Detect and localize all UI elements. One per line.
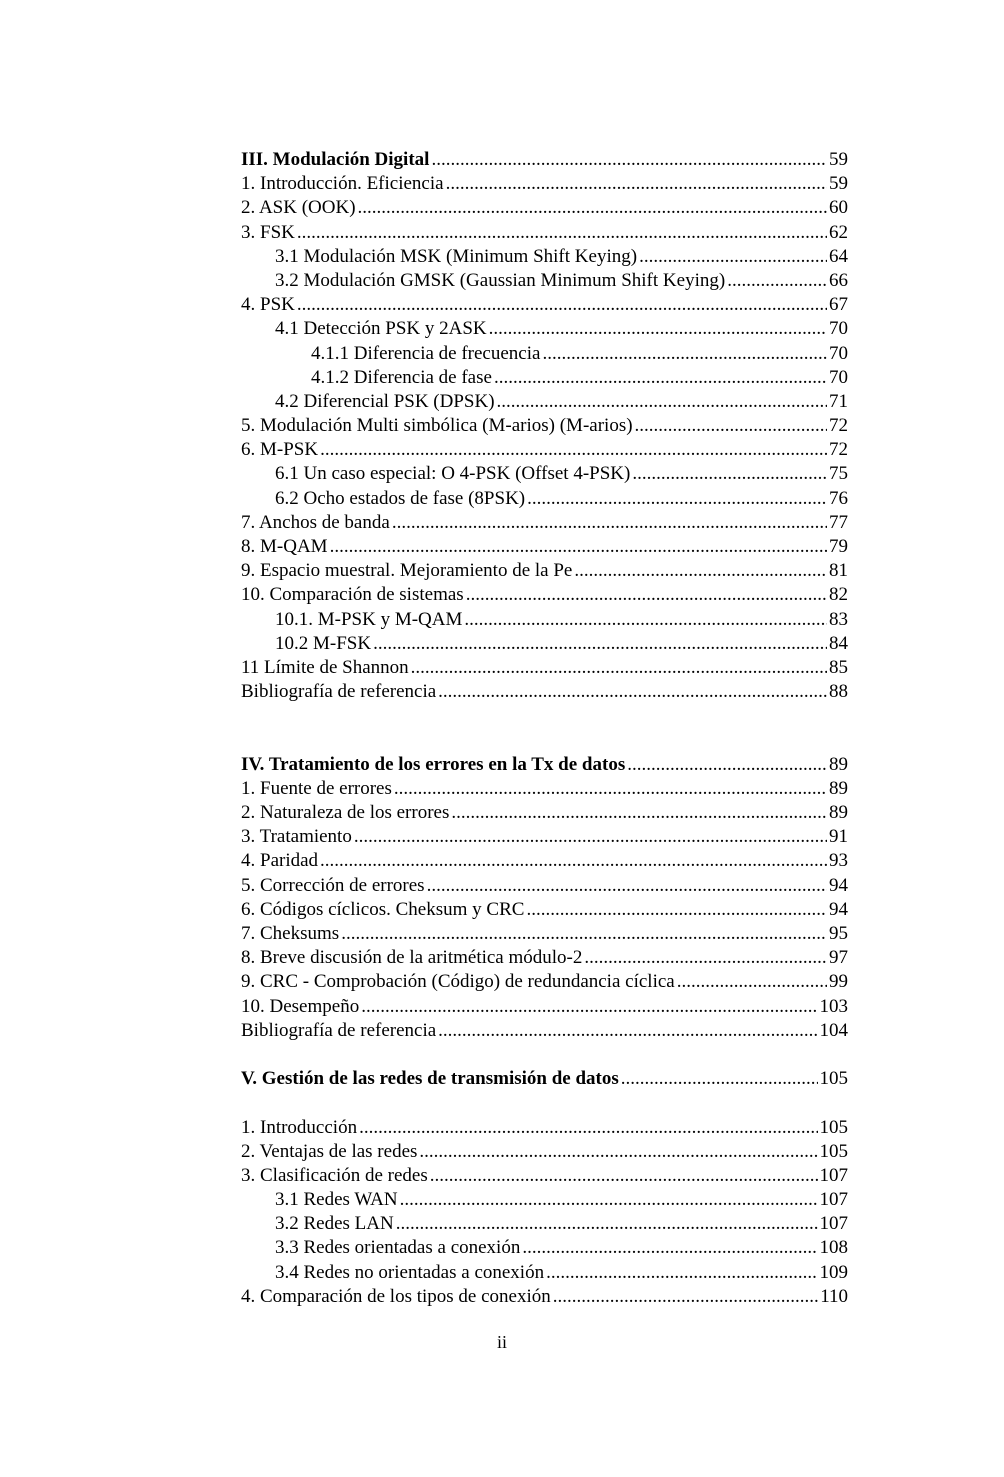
toc-entry-page: 72 [829,415,848,437]
toc-dot-leader [497,390,827,414]
toc-entry [241,172,848,196]
toc-entry-title: 4. Paridad [241,850,319,872]
toc-entry-title: 10. Comparación de sistemas [241,584,464,606]
toc-entry-title: 1. Fuente de errores [241,777,392,799]
toc-dot-leader [427,874,827,898]
toc-entry-page: 60 [829,197,848,219]
toc-dot-leader [373,632,827,656]
toc-entry-title: 3.3 Redes orientadas a conexión [275,1237,521,1259]
toc-entry-title: 3. Tratamiento [241,826,352,848]
toc-entry-title: 4. Comparación de los tipos de conexión [241,1285,551,1307]
toc-dot-leader [546,1261,817,1285]
toc-entry-page: 110 [820,1285,848,1307]
toc-entry [241,196,848,220]
toc-entry [241,221,848,245]
toc-dot-leader [526,898,827,922]
toc-entry-page: 89 [829,802,848,824]
section-spacer [241,704,848,752]
toc-entry [241,559,848,583]
toc-entry-page: 83 [829,608,848,630]
toc-dot-leader [574,559,827,583]
toc-entry [241,995,848,1019]
toc-entry [241,608,848,632]
toc-entry-page: 94 [829,898,848,920]
toc-entry-page: 71 [829,390,848,412]
toc-entry-page: 89 [829,753,848,775]
toc-entry [241,1212,848,1236]
toc-dot-leader [341,922,827,946]
toc-entry [241,1164,848,1188]
toc-entry [241,511,848,535]
toc-entry-title: 2. Ventajas de las redes [241,1140,418,1162]
toc-entry [241,1188,848,1212]
toc-entry-page: 88 [829,681,848,703]
toc-entry-title: 2. Naturaleza de los errores [241,802,450,824]
toc-entry-page: 89 [829,777,848,799]
toc-dot-leader [297,221,827,245]
toc-entry-title: 3.1 Modulación MSK (Minimum Shift Keying) [275,245,638,267]
toc-dot-leader [677,970,827,994]
toc-entry-title: IV. Tratamiento de los errores en la Tx de datos [241,753,626,775]
toc-entry-title: 3.4 Redes no orientadas a conexión [275,1261,545,1283]
toc-entry [241,632,848,656]
toc-entry-page: 85 [829,656,848,678]
toc-dot-leader [451,801,827,825]
toc-entry [241,825,848,849]
toc-dot-leader [522,1236,817,1260]
toc-entry-title: 4.1.1 Diferencia de frecuencia [311,342,541,364]
toc-entry-page: 59 [829,149,848,170]
toc-entry-page: 103 [819,995,848,1017]
toc-entry-page: 64 [829,245,848,267]
toc-entry [241,293,848,317]
toc-dot-leader [553,1285,818,1309]
toc-entry-title: Bibliografía de referencia [241,1019,437,1041]
toc-dot-leader [635,414,827,438]
toc-dot-leader [320,438,827,462]
toc-entry-title: 3.2 Modulación GMSK (Gaussian Minimum Shift Keying) [275,269,726,291]
toc-entry-page: 70 [829,342,848,364]
toc-entry [241,874,848,898]
toc-entry [241,946,848,970]
toc-dot-leader [632,462,827,486]
toc-entry-page: 66 [829,269,848,291]
toc-entry-page: 81 [829,560,848,582]
toc-dot-leader [542,342,827,366]
toc-entry [241,1236,848,1260]
toc-entry-title: 6. M-PSK [241,439,319,461]
toc-entry [241,898,848,922]
toc-entry-page: 72 [829,439,848,461]
toc-entry-page: 95 [829,923,848,945]
toc-dot-leader [431,148,827,172]
toc-entry [241,462,848,486]
toc-entry-page: 105 [819,1140,848,1162]
toc-dot-leader [358,196,827,220]
toc-entry-page: 79 [829,536,848,557]
toc-chapter-heading [241,1067,848,1091]
toc-dot-leader [438,1019,817,1043]
toc-dot-leader [411,656,827,680]
toc-dot-leader [359,1116,817,1140]
toc-dot-leader [464,608,827,632]
toc-entry-page: 108 [819,1237,848,1259]
toc-entry [241,438,848,462]
section-spacer [241,1091,848,1115]
toc-entry-title: 3.2 Redes LAN [275,1213,394,1235]
toc-entry-page: 99 [829,971,848,993]
toc-entry [241,1285,848,1309]
toc-entry-title: 3. Clasificación de redes [241,1164,428,1186]
toc-entry [241,366,848,390]
toc-entry-page: 93 [829,850,848,872]
toc-entry-title: 9. CRC - Comprobación (Código) de redundancia cíclica [241,971,675,993]
toc-entry-title: 4.2 Diferencial PSK (DPSK) [275,390,495,412]
toc-entry-page: 105 [819,1068,848,1090]
toc-entry-title: Bibliografía de referencia [241,681,437,703]
toc-entry [241,1019,848,1043]
toc-entry [241,583,848,607]
toc-entry-title: 5. Corrección de errores [241,874,425,896]
toc-entry-page: 107 [819,1164,848,1186]
toc-dot-leader [354,825,827,849]
toc-dot-leader [639,245,827,269]
toc-entry-page: 77 [829,511,848,533]
toc-entry-title: 1. Introducción. Eficiencia [241,173,444,195]
toc-dot-leader [394,777,827,801]
toc-entry-title: 4.1 Detección PSK y 2ASK [275,318,487,340]
toc-entry-page: 70 [829,366,848,388]
toc-entry [241,656,848,680]
toc-entry [241,269,848,293]
page-number: ii [496,1332,507,1352]
toc-dot-leader [361,995,817,1019]
section-spacer [241,1043,848,1067]
toc-dot-leader [419,1140,817,1164]
toc-entry [241,414,848,438]
toc-entry [241,680,848,704]
toc-entry [241,245,848,269]
toc-entry-page: 59 [829,173,848,195]
toc-entry-page: 107 [819,1189,848,1211]
table-of-contents [241,148,848,1309]
toc-entry [241,390,848,414]
toc-dot-leader [627,753,827,777]
toc-entry-title: 5. Modulación Multi simbólica (M-arios) (M-arios) [241,415,633,437]
toc-entry-title: 8. Breve discusión de la aritmética módulo-2 [241,947,583,969]
toc-entry-title: 4. PSK [241,294,295,316]
toc-dot-leader [489,317,827,341]
toc-dot-leader [430,1164,818,1188]
toc-dot-leader [330,535,827,559]
toc-entry-title: 7. Anchos de banda [241,511,390,533]
toc-entry [241,970,848,994]
toc-entry [241,487,848,511]
toc-dot-leader [297,293,827,317]
toc-entry [241,777,848,801]
toc-entry-title: 4.1.2 Diferencia de fase [311,366,492,388]
toc-entry [241,922,848,946]
toc-entry-title: 8. M-QAM [241,536,328,557]
toc-dot-leader [494,366,827,390]
toc-entry-page: 105 [819,1116,848,1138]
toc-entry-page: 94 [829,874,848,896]
toc-entry-page: 82 [829,584,848,606]
toc-entry-title: 11 Límite de Shannon [241,656,409,678]
toc-entry-page: 91 [829,826,848,848]
toc-dot-leader [396,1212,818,1236]
toc-entry [241,535,848,559]
toc-entry-title: 10.1. M-PSK y M-QAM [275,608,463,630]
toc-dot-leader [727,269,827,293]
toc-entry-title: 6.1 Un caso especial: O 4-PSK (Offset 4-PSK) [275,463,631,485]
toc-dot-leader [527,487,827,511]
toc-entry-title: V. Gestión de las redes de transmisión de datos [241,1068,619,1090]
toc-dot-leader [466,583,827,607]
toc-entry-title: III. Modulación Digital [241,149,430,170]
toc-entry-title: 9. Espacio muestral. Mejoramiento de la Pe [241,560,573,582]
toc-entry-title: 10. Desempeño [241,995,360,1017]
toc-entry-title: 7. Cheksums [241,923,340,945]
toc-entry-page: 97 [829,947,848,969]
toc-entry [241,1140,848,1164]
toc-entry-page: 104 [819,1019,848,1041]
toc-entry [241,317,848,341]
toc-entry-page: 84 [829,632,848,654]
toc-entry [241,801,848,825]
toc-entry-title: 10.2 M-FSK [275,632,372,654]
toc-dot-leader [438,680,827,704]
toc-entry-page: 75 [829,463,848,485]
toc-entry-title: 3.1 Redes WAN [275,1189,398,1211]
toc-entry [241,1116,848,1140]
toc-dot-leader [621,1067,818,1091]
toc-dot-leader [446,172,827,196]
toc-entry-page: 107 [819,1213,848,1235]
toc-entry-title: 3. FSK [241,221,295,243]
toc-entry-page: 76 [829,487,848,509]
toc-dot-leader [400,1188,818,1212]
toc-entry-page: 67 [829,294,848,316]
toc-entry-page: 62 [829,221,848,243]
toc-dot-leader [584,946,827,970]
toc-entry [241,1261,848,1285]
toc-dot-leader [392,511,827,535]
toc-dot-leader [320,849,827,873]
toc-entry-page: 70 [829,318,848,340]
toc-entry-title: 1. Introducción [241,1116,358,1138]
toc-entry-title: 6. Códigos cíclicos. Cheksum y CRC [241,898,525,920]
toc-chapter-heading [241,753,848,777]
toc-entry [241,849,848,873]
toc-entry-title: 6.2 Ocho estados de fase (8PSK) [275,487,526,509]
toc-entry [241,342,848,366]
toc-entry-title: 2. ASK (OOK) [241,197,356,219]
toc-chapter-heading [241,148,848,172]
toc-entry-page: 109 [819,1261,848,1283]
